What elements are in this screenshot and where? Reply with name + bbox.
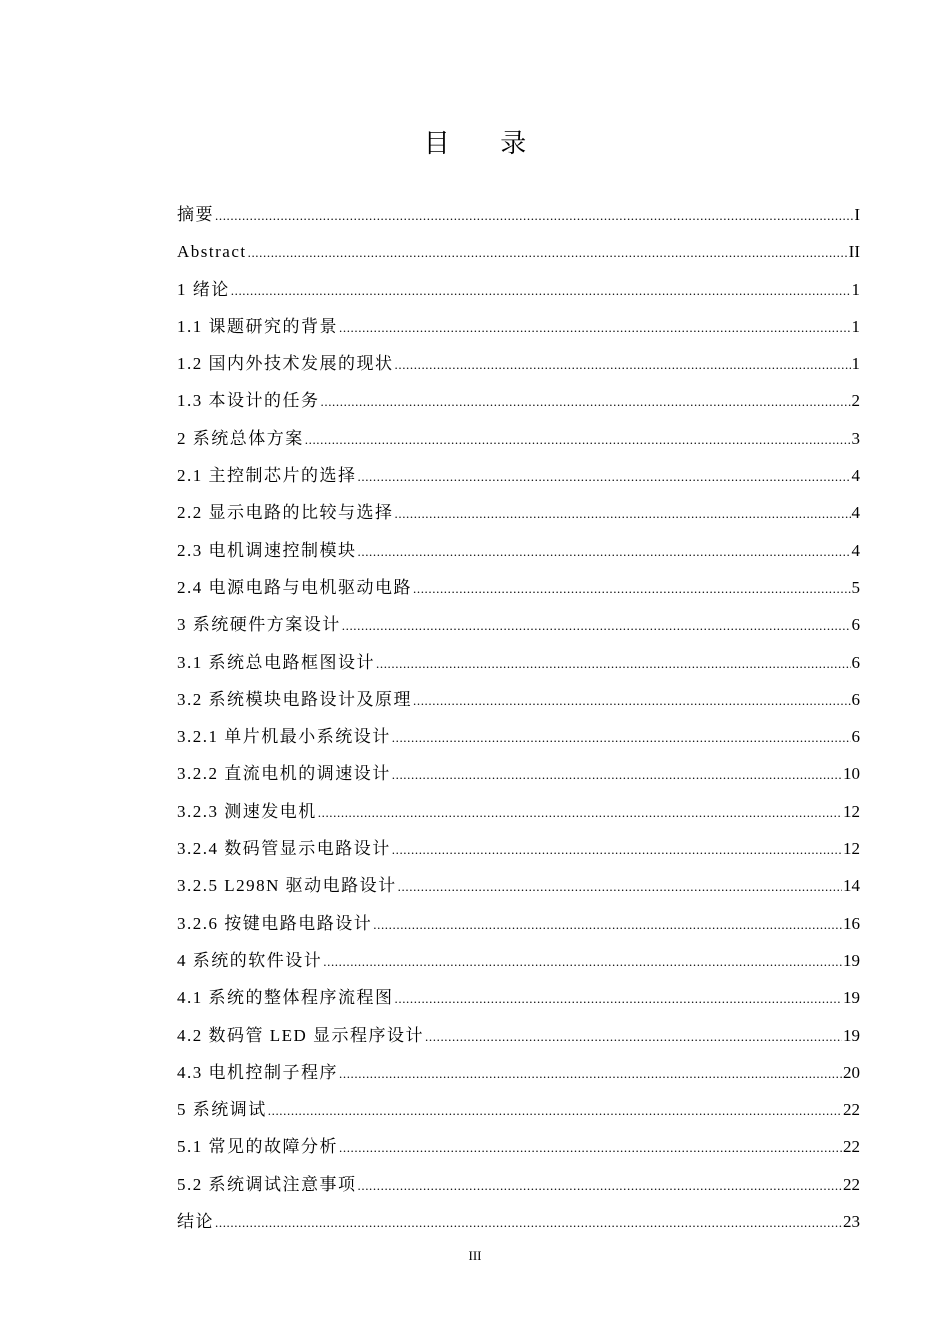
toc-entry[interactable] bbox=[177, 1128, 860, 1165]
toc-entry[interactable] bbox=[177, 457, 860, 494]
toc-entry-page: 10 bbox=[843, 764, 860, 784]
toc-entry[interactable] bbox=[177, 345, 860, 382]
toc-entry[interactable] bbox=[177, 1091, 860, 1128]
toc-entry-label: 2.3 电机调速控制模块 bbox=[177, 540, 357, 560]
toc-entry-label: 4 系统的软件设计 bbox=[177, 950, 323, 970]
toc-leader-dots bbox=[339, 309, 851, 346]
toc-entry-page: 12 bbox=[843, 839, 860, 859]
toc-entry[interactable] bbox=[177, 1203, 860, 1240]
toc-leader-dots bbox=[323, 943, 842, 980]
toc-leader-dots bbox=[392, 831, 842, 868]
toc-entry-label: 3.2 系统模块电路设计及原理 bbox=[177, 689, 412, 709]
toc-entry-page: 14 bbox=[843, 876, 860, 896]
page-number: III bbox=[468, 1248, 482, 1263]
toc-entry-label: 3 系统硬件方案设计 bbox=[177, 615, 341, 635]
toc-entry-page: 3 bbox=[851, 428, 860, 448]
toc-leader-dots bbox=[215, 197, 853, 234]
toc-entry-page: 22 bbox=[843, 1100, 860, 1120]
toc-entry[interactable] bbox=[177, 867, 860, 904]
toc-entry-label: 1.2 国内外技术发展的现状 bbox=[177, 354, 394, 374]
toc-leader-dots bbox=[321, 383, 851, 420]
toc-entry[interactable] bbox=[177, 681, 860, 718]
toc-entry-label: 结论 bbox=[177, 1212, 214, 1232]
toc-leader-dots bbox=[376, 645, 851, 682]
toc-leader-dots bbox=[318, 794, 842, 831]
toc-entry-label: 3.2.4 数码管显示电路设计 bbox=[177, 839, 391, 859]
toc-entry[interactable] bbox=[177, 942, 860, 979]
page-title: 目 录 bbox=[423, 129, 549, 158]
toc-entry-page: 6 bbox=[851, 689, 860, 709]
toc-leader-dots bbox=[358, 1167, 843, 1204]
toc-entry[interactable] bbox=[177, 233, 860, 270]
table-of-contents bbox=[177, 196, 860, 1240]
toc-entry-label: 4.3 电机控制子程序 bbox=[177, 1062, 338, 1082]
toc-leader-dots bbox=[395, 495, 851, 532]
toc-entry[interactable] bbox=[177, 196, 860, 233]
toc-entry-label: 1.3 本设计的任务 bbox=[177, 391, 320, 411]
toc-entry-label: 5.2 系统调试注意事项 bbox=[177, 1174, 357, 1194]
toc-entry[interactable] bbox=[177, 718, 860, 755]
toc-entry-page: 6 bbox=[851, 652, 860, 672]
toc-entry[interactable] bbox=[177, 271, 860, 308]
toc-entry[interactable] bbox=[177, 644, 860, 681]
toc-entry-label: 2.2 显示电路的比较与选择 bbox=[177, 503, 394, 523]
toc-entry-label: Abstract bbox=[177, 242, 247, 262]
toc-entry-page: 5 bbox=[851, 577, 860, 597]
toc-leader-dots bbox=[342, 607, 851, 644]
toc-leader-dots bbox=[395, 346, 851, 383]
toc-leader-dots bbox=[248, 234, 848, 271]
toc-entry-page: 6 bbox=[851, 615, 860, 635]
toc-entry-page: 1 bbox=[851, 279, 860, 299]
toc-entry[interactable] bbox=[177, 569, 860, 606]
toc-entry-page: 4 bbox=[851, 466, 860, 486]
toc-entry-page: 19 bbox=[843, 988, 860, 1008]
toc-leader-dots bbox=[398, 868, 842, 905]
toc-entry[interactable] bbox=[177, 905, 860, 942]
toc-entry-page: 1 bbox=[851, 354, 860, 374]
toc-entry-page: 4 bbox=[851, 503, 860, 523]
toc-entry-label: 4.2 数码管 LED 显示程序设计 bbox=[177, 1025, 425, 1045]
toc-entry-label: 3.2.3 测速发电机 bbox=[177, 801, 317, 821]
toc-entry-label: 摘要 bbox=[177, 205, 214, 224]
toc-leader-dots bbox=[339, 1129, 842, 1166]
toc-entry-label: 3.2.5 L298N 驱动电路设计 bbox=[177, 876, 397, 896]
toc-entry[interactable] bbox=[177, 1017, 860, 1054]
toc-entry-page: 1 bbox=[851, 316, 860, 336]
toc-entry-label: 2 系统总体方案 bbox=[177, 428, 304, 448]
toc-entry-page: II bbox=[848, 242, 860, 262]
toc-leader-dots bbox=[392, 719, 851, 756]
toc-entry-label: 2.4 电源电路与电机驱动电路 bbox=[177, 577, 412, 597]
toc-leader-dots bbox=[395, 980, 843, 1017]
toc-leader-dots bbox=[392, 756, 842, 793]
toc-leader-dots bbox=[358, 458, 851, 495]
toc-leader-dots bbox=[425, 1018, 842, 1055]
toc-entry-label: 5.1 常见的故障分析 bbox=[177, 1137, 338, 1157]
toc-leader-dots bbox=[358, 533, 851, 570]
toc-entry[interactable] bbox=[177, 830, 860, 867]
toc-entry-label: 3.2.6 按键电路电路设计 bbox=[177, 913, 373, 933]
toc-entry[interactable] bbox=[177, 755, 860, 792]
toc-entry-label: 3.1 系统总电路框图设计 bbox=[177, 652, 375, 672]
toc-entry-label: 2.1 主控制芯片的选择 bbox=[177, 466, 357, 486]
toc-entry-page: 23 bbox=[843, 1212, 860, 1232]
toc-entry-page: 22 bbox=[843, 1174, 860, 1194]
toc-entry-page: 4 bbox=[851, 540, 860, 560]
toc-entry-label: 1 绪论 bbox=[177, 279, 230, 299]
toc-entry-label: 5 系统调试 bbox=[177, 1100, 267, 1120]
toc-entry-page: 19 bbox=[843, 950, 860, 970]
toc-entry[interactable] bbox=[177, 606, 860, 643]
toc-entry-page: 16 bbox=[843, 913, 860, 933]
toc-leader-dots bbox=[231, 272, 851, 309]
toc-entry[interactable] bbox=[177, 979, 860, 1016]
toc-leader-dots bbox=[305, 421, 851, 458]
toc-entry-page: 20 bbox=[843, 1062, 860, 1082]
toc-leader-dots bbox=[215, 1204, 842, 1241]
toc-leader-dots bbox=[413, 570, 851, 607]
toc-entry-label: 3.2.1 单片机最小系统设计 bbox=[177, 727, 391, 747]
toc-entry-page: 6 bbox=[851, 727, 860, 747]
toc-entry-page: I bbox=[854, 205, 860, 224]
toc-entry[interactable] bbox=[177, 1054, 860, 1091]
toc-entry[interactable] bbox=[177, 494, 860, 531]
toc-entry-label: 4.1 系统的整体程序流程图 bbox=[177, 988, 394, 1008]
toc-entry-page: 19 bbox=[843, 1025, 860, 1045]
toc-entry-page: 12 bbox=[843, 801, 860, 821]
toc-entry[interactable] bbox=[177, 793, 860, 830]
toc-leader-dots bbox=[413, 682, 851, 719]
toc-leader-dots bbox=[339, 1055, 842, 1092]
toc-leader-dots bbox=[373, 906, 842, 943]
toc-entry-label: 1.1 课题研究的背景 bbox=[177, 316, 338, 336]
toc-entry[interactable] bbox=[177, 1166, 860, 1203]
toc-entry-label: 3.2.2 直流电机的调速设计 bbox=[177, 764, 391, 784]
toc-entry-page: 22 bbox=[843, 1137, 860, 1157]
toc-entry[interactable] bbox=[177, 420, 860, 457]
toc-entry[interactable] bbox=[177, 382, 860, 419]
toc-entry-page: 2 bbox=[851, 391, 860, 411]
toc-entry[interactable] bbox=[177, 532, 860, 569]
toc-leader-dots bbox=[268, 1092, 842, 1129]
toc-entry[interactable] bbox=[177, 308, 860, 345]
